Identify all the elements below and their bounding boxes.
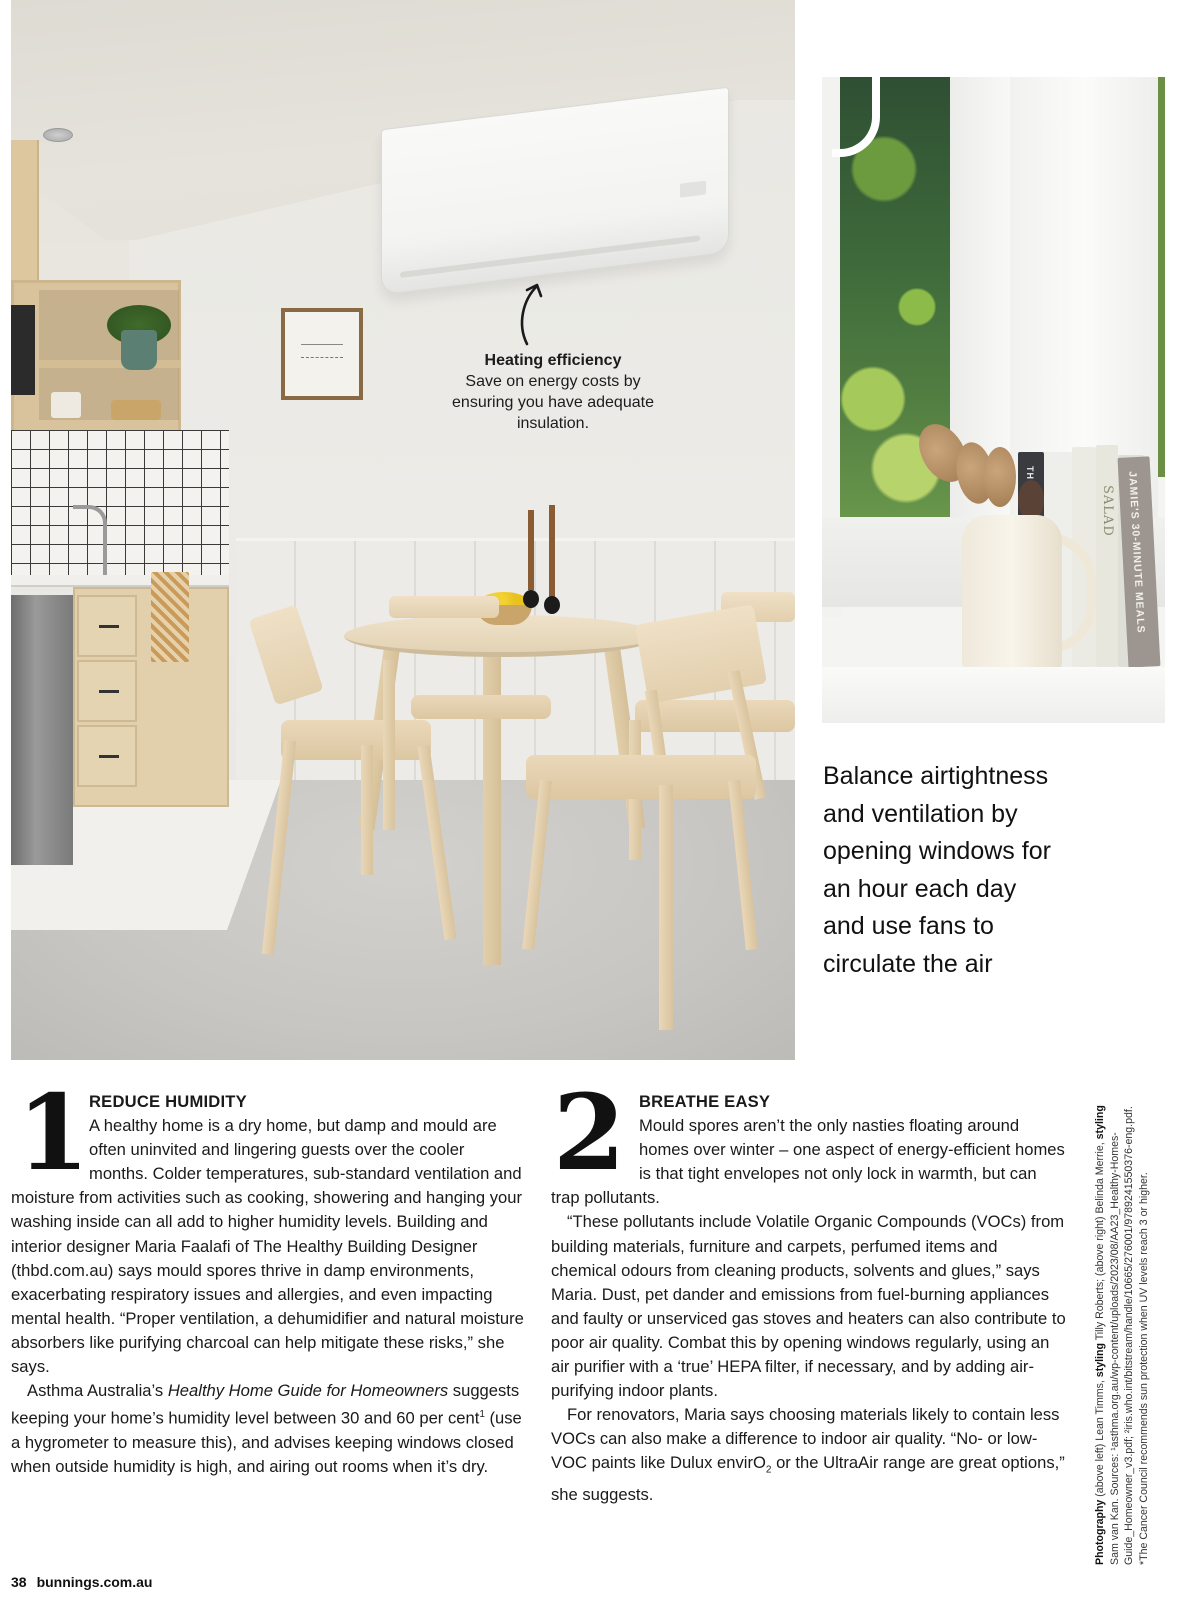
publication-title: Healthy Home Guide for Homeowners [167, 1381, 449, 1401]
framed-artwork [281, 308, 363, 400]
chair-seat [526, 755, 756, 799]
credit-text: Sam van Kan. Sources: ¹asthma.org.au/wp-content/uploads/2023/08/AA23_Healthy-Homes-Guide_Homeowner_v3.pdf; ²iris.who.int/bitstream/handle/10665/276001/9789241550376-eng.pdf. *The Cancer Council recommends sun protection when UV levels reach 3 or higher. [1108, 1106, 1150, 1565]
microwave [11, 305, 35, 395]
artwork-sketch [301, 344, 343, 358]
annotation-title: Heating efficiency [484, 352, 622, 369]
chair-leg [383, 660, 395, 830]
credit-text: (above left) Lean Timms, [1094, 1377, 1106, 1500]
footnote-ref: 1 [479, 1409, 485, 1421]
section-number: 2 [553, 1071, 626, 1194]
candle-holder [523, 590, 539, 608]
credit-label: Photography [1094, 1499, 1106, 1565]
section-title: BREATHE EASY [639, 1092, 771, 1111]
photo-dining-room [11, 0, 795, 1060]
bar-fridge [11, 595, 73, 865]
shelf-board [39, 360, 181, 368]
upper-cabinet [11, 140, 39, 285]
section-reduce-humidity [11, 1071, 526, 1479]
drawer-handle [99, 755, 119, 758]
page-footer [11, 1574, 152, 1590]
plant-pot [121, 330, 157, 370]
taper-candle [528, 510, 534, 590]
section-paragraph: A healthy home is a dry home, but damp and mould are often uninvited and lingering guests over the cooler months. Colder temperatures, sub-standard ventilation and moisture from activities such as cooking, showering and hanging your washing inside can all add to higher humidity levels. Building and interior designer Maria Faalafi of The Healthy Building Designer (thbd.com.au) says mould spores thrive in damp environments, exacerbating respiratory issues and allergies, and even impacting mental health. “Proper ventilation, a dehumidifier and natural moisture absorbers like purifying charcoal can help mitigate these risks,” she says. [11, 1116, 524, 1377]
chair-seat [411, 695, 551, 719]
text-run: (use a hygrometer to measure this), and advises keeping windows closed when outside humidity is high, and airing out rooms when it’s dry. [11, 1408, 522, 1476]
page-number: 38 [11, 1574, 27, 1590]
text-run: For renovators, Maria says choosing materials likely to contain less VOCs can also make a difference to indoor air quality. “No- or low-VOC paints like Dulux envirO [551, 1405, 1060, 1473]
book-spine-title: SALAD [1100, 485, 1115, 537]
annotation-body: Save on energy costs by ensuring you have adequate insulation. [452, 373, 654, 432]
chair-leg [361, 745, 373, 875]
cups [111, 400, 161, 420]
section-number: 1 [17, 1071, 90, 1194]
section-paragraph [551, 1403, 1066, 1507]
tea-towel [151, 572, 189, 662]
photo-window-jug-books [822, 77, 1165, 723]
book-spine-title: JAMIE'S 30-MINUTE MEALS [1126, 470, 1147, 634]
drawer-handle [99, 690, 119, 693]
section-breathe-easy [551, 1071, 1066, 1507]
drawer [77, 660, 137, 722]
drawer-handle [99, 625, 119, 628]
garden-foliage-right [1158, 77, 1165, 477]
section-title: REDUCE HUMIDITY [89, 1092, 247, 1111]
wooden-spoon [984, 447, 1016, 507]
photo-credits-sources [1093, 1095, 1151, 1565]
text-run: Asthma Australia’s [27, 1381, 168, 1401]
annotation-heating-efficiency [443, 350, 663, 434]
pull-quote: Balance airtightness and ventilation by opening windows for an hour each day and use fans to circulate the air [823, 762, 1051, 978]
aircon-display [680, 180, 706, 197]
chair-leg [659, 785, 673, 1030]
book-spine-title: TH [1025, 466, 1035, 480]
section-paragraph: “These pollutants include Volatile Organic Compounds (VOCs) from building materials, furniture and carpets, perfumed items and chemical odours from cleaning products, solvents and glues,” says Maria. Dust, pet dander and emissions from fuel-burning appliances and faulty or unserviced gas stoves and heaters can also contribute to poor air quality. Combat this by opening windows regularly, using an air purifier with a ‘true’ HEPA filter, if necessary, and by adding air-purifying indoor plants. [551, 1212, 1066, 1401]
chair-back [389, 596, 499, 618]
site-link[interactable]: bunnings.com.au [36, 1574, 153, 1590]
dark-wooden-spoon [1018, 480, 1044, 520]
book [1096, 445, 1118, 667]
section-paragraph [11, 1379, 526, 1479]
arrow-up-icon [513, 280, 553, 348]
taper-candle [549, 505, 555, 597]
candle-holder [544, 596, 560, 614]
credit-label: styling [1094, 1343, 1106, 1378]
tiled-splashback [11, 430, 229, 580]
bowls [51, 392, 81, 418]
text-run: suggests keeping your home’s humidity level between 30 and 60 per cent [11, 1381, 520, 1428]
text-run: or the UltraAir range are great options,” she suggests. [551, 1453, 1065, 1504]
downlight [43, 128, 73, 142]
subscript: 2 [765, 1464, 772, 1476]
section-paragraph: Mould spores aren’t the only nasties floating around homes over winter – one aspect of energy-efficient homes is that tight envelopes not only lock in warmth, but can trap pollutants. [551, 1116, 1065, 1208]
benchtop [822, 667, 1165, 723]
credit-text: Tilly Roberts; (above right) Belinda Merrie, [1094, 1139, 1106, 1344]
credit-label: styling [1094, 1105, 1106, 1140]
benchtop [11, 575, 229, 587]
chair-seat [281, 720, 431, 760]
drawer [77, 595, 137, 657]
drawer [77, 725, 137, 787]
kitchen-tap [73, 505, 107, 575]
